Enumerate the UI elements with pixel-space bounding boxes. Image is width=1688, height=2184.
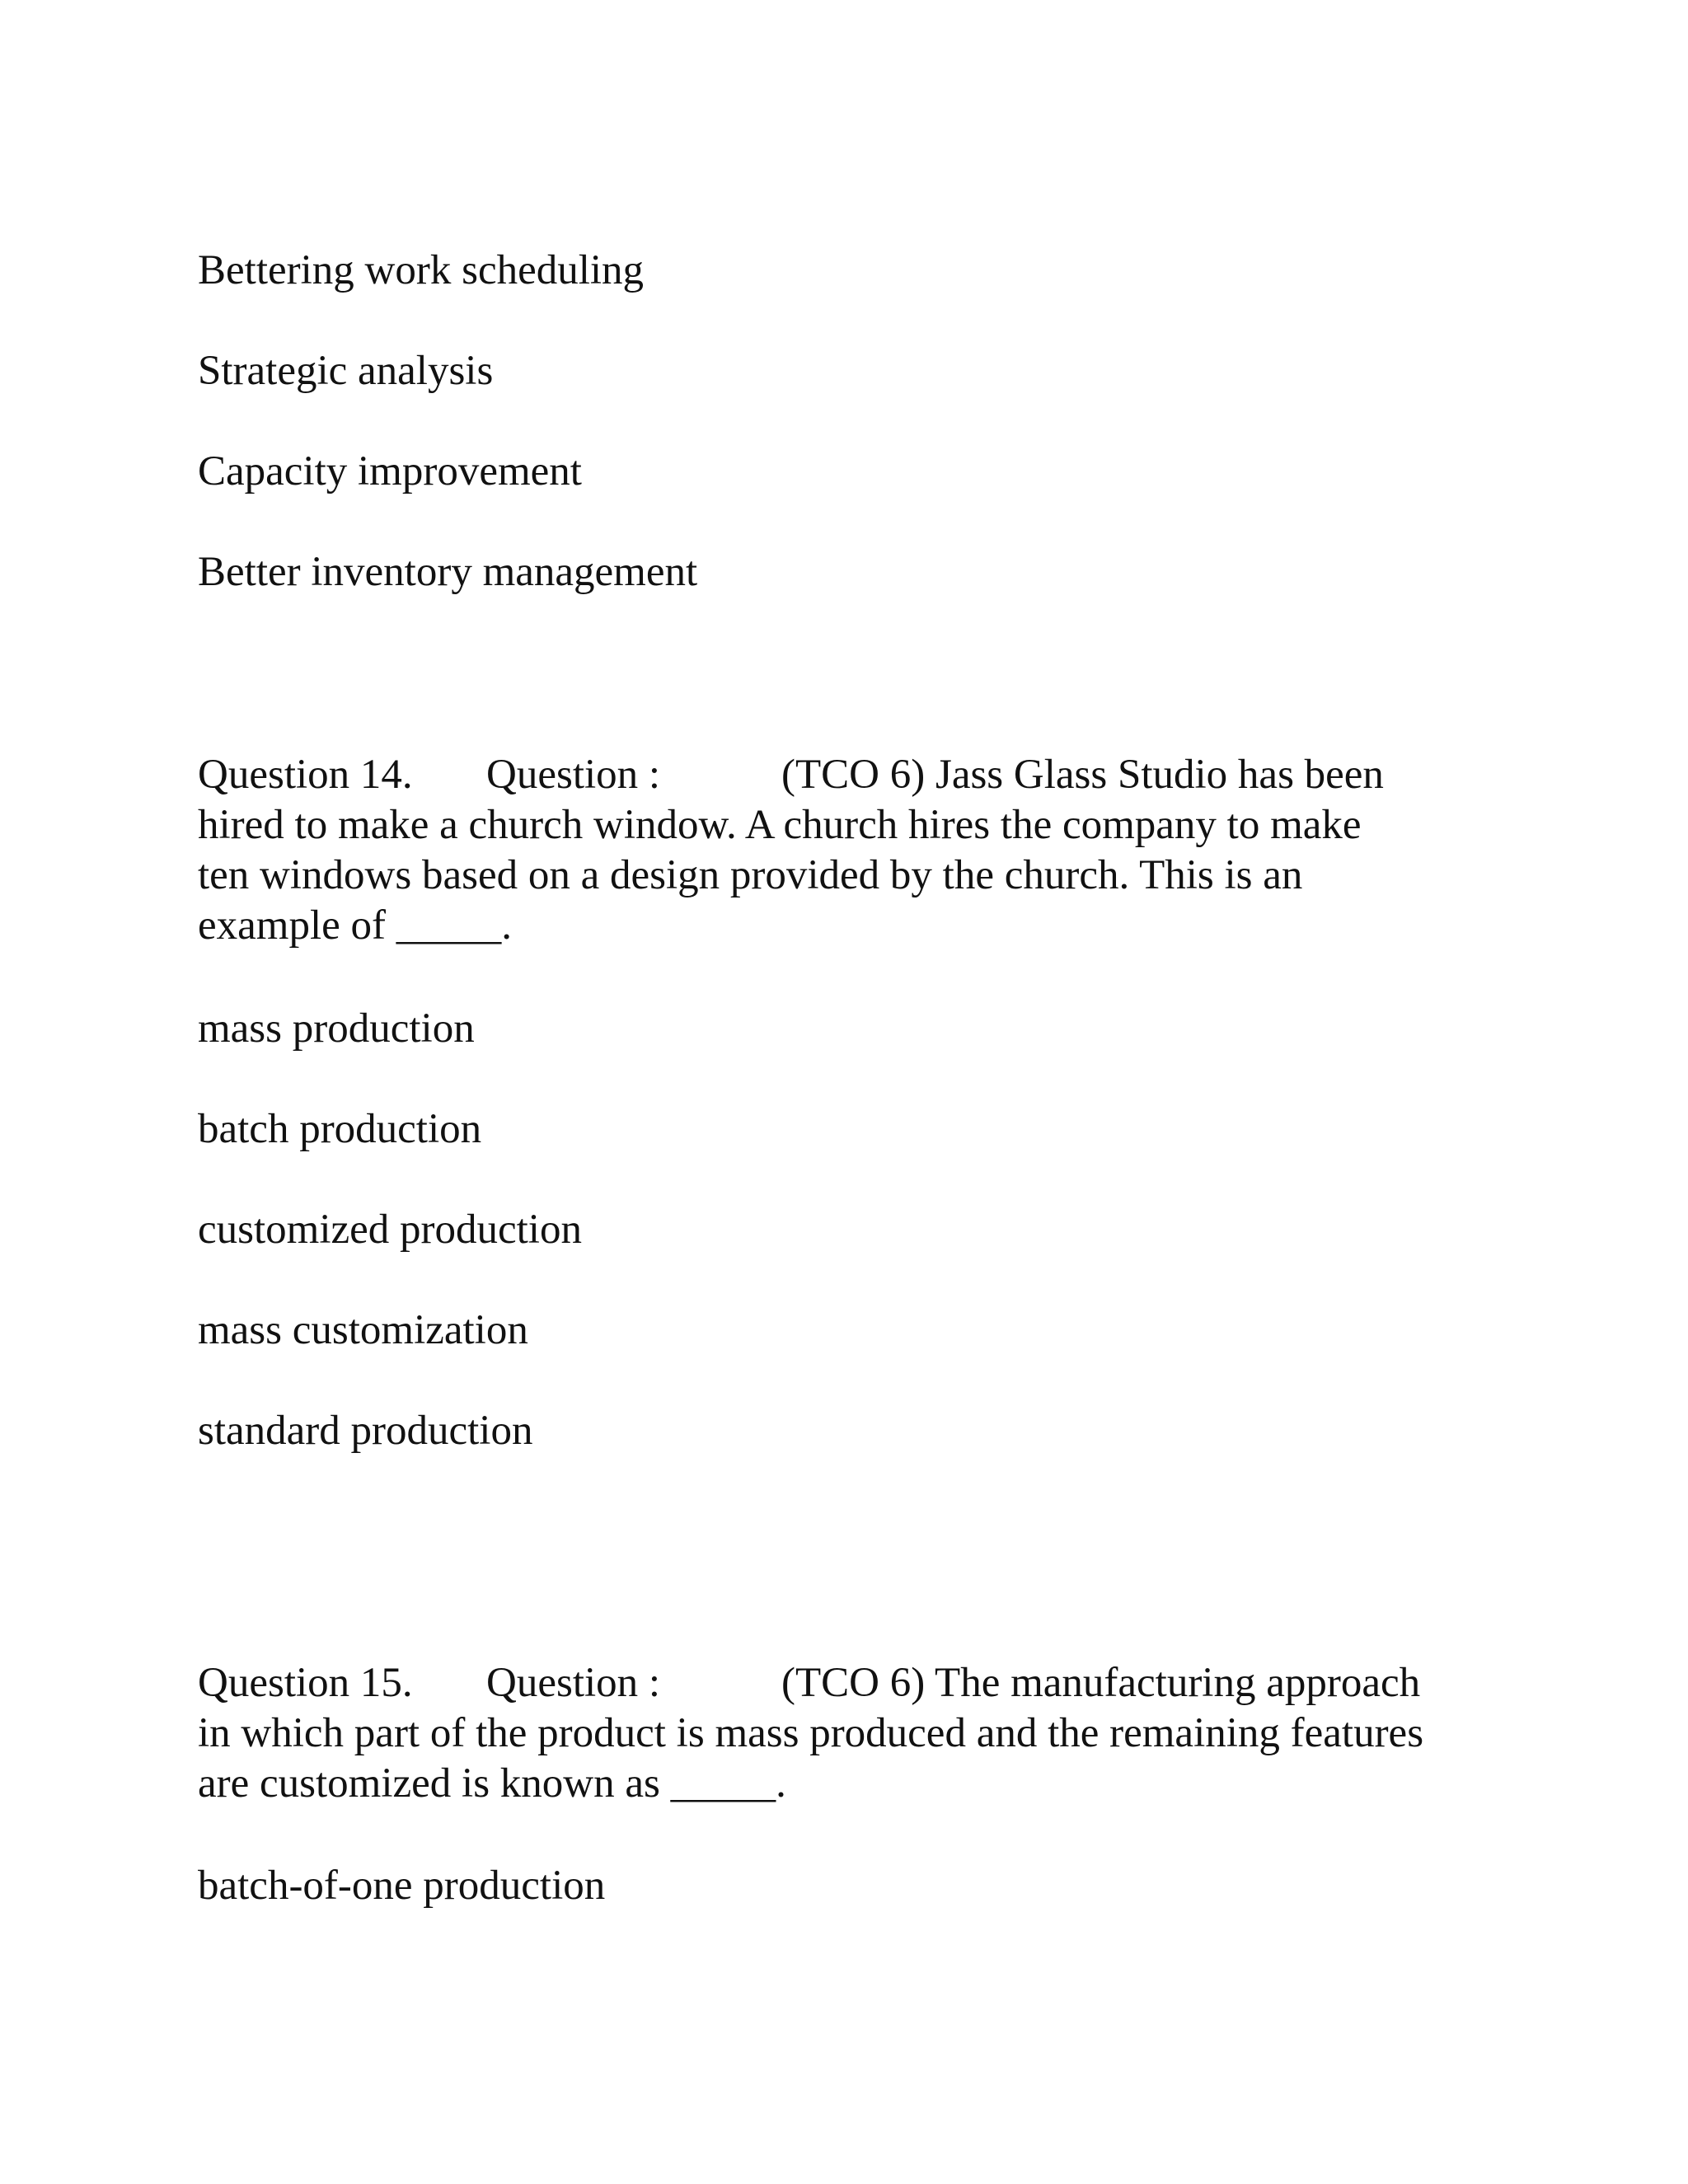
question-14-text-line-3: ten windows based on a design provided by the church. This is an bbox=[198, 852, 1303, 898]
prev-option-4: Better inventory management bbox=[198, 549, 698, 595]
question-14-option-3: customized production bbox=[198, 1207, 582, 1253]
question-15-option-1: batch-of-one production bbox=[198, 1863, 606, 1909]
question-14-option-5: standard production bbox=[198, 1408, 533, 1454]
question-14-label: Question : bbox=[486, 752, 661, 798]
question-14-option-2: batch production bbox=[198, 1106, 482, 1152]
question-15-text-line-3: are customized is known as _____. bbox=[198, 1760, 786, 1807]
question-14-text-line-1: (TCO 6) Jass Glass Studio has been bbox=[781, 752, 1384, 798]
question-15-number: Question 15. bbox=[198, 1660, 413, 1706]
prev-option-3: Capacity improvement bbox=[198, 448, 582, 494]
prev-option-1: Bettering work scheduling bbox=[198, 247, 645, 293]
question-15-first-line bbox=[198, 1658, 1484, 1708]
question-15-text-line-2: in which part of the product is mass produced and the remaining features bbox=[198, 1710, 1424, 1756]
question-14-option-4: mass customization bbox=[198, 1307, 528, 1353]
question-15-stem bbox=[198, 1658, 1484, 1809]
question-14-first-line bbox=[198, 750, 1484, 800]
question-14-stem bbox=[198, 750, 1484, 951]
question-14-number: Question 14. bbox=[198, 752, 413, 798]
question-14-text-line-2: hired to make a church window. A church hires the company to make bbox=[198, 802, 1362, 848]
prev-option-2: Strategic analysis bbox=[198, 348, 494, 394]
question-15-text-line-1: (TCO 6) The manufacturing approach bbox=[781, 1660, 1421, 1706]
question-15-label: Question : bbox=[486, 1660, 661, 1706]
question-14-text-line-4: example of _____. bbox=[198, 902, 512, 949]
question-14-option-1: mass production bbox=[198, 1005, 475, 1052]
